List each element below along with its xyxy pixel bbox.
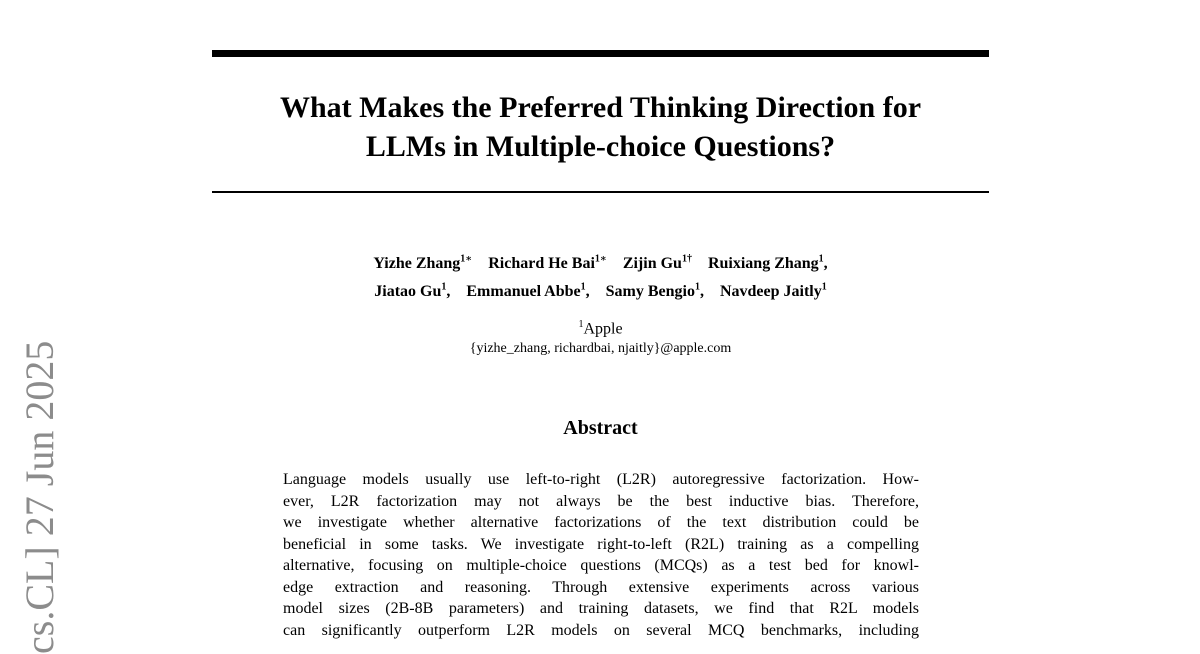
author: Zijin $Gu^{1\dagger}$ [622, 254, 692, 273]
abstract-line: edge extraction and reasoning. Through extensive experiments across various [283, 578, 919, 596]
author-line-2 [212, 275, 989, 302]
abstract-line: we investigate whether alternative factorizations of the text distribution could be [283, 514, 919, 531]
author: Richard He Bai$^{1∗}$ [488, 254, 607, 273]
title-line-1: What Makes the Preferred Thinking Direction for [279, 91, 922, 124]
arxiv-identifier-stamp: cs.CL] 27 Jun 2025 [17, 340, 62, 654]
abstract-line: ever, L2R factorization may not always be the best inductive bias. Therefore, [283, 492, 919, 510]
author: Yizhe Zhang$^{1∗}$ [373, 254, 473, 273]
affiliation: $^1$Apple [578, 319, 623, 338]
abstract-body [283, 469, 919, 641]
paper-title [212, 88, 989, 166]
top-rule [212, 50, 989, 57]
author: Navdeep Jaitly$^1$ [719, 281, 827, 300]
author-line-1 [212, 248, 989, 275]
abstract-heading: Abstract [563, 417, 638, 439]
abstract-line: alternative, focusing on multiple-choice questions (MCQs) as a test bed for knowl- [283, 557, 919, 574]
author: Ruixiang Zhang$^1$, [707, 254, 828, 273]
author-list [212, 248, 989, 303]
abstract-line: beneficial in some tasks. We investigate right-to-left (R2L) training as a compelling [283, 535, 919, 553]
title-rule [212, 191, 989, 193]
author: Samy Bengio$^1$, [605, 281, 704, 300]
author-emails: {yizhe_zhang, richardbai, njaitly}@apple.com [469, 341, 732, 356]
title-line-2: LLMs in Multiple-choice Questions? [365, 130, 836, 163]
abstract-line: Language models usually use left-to-right (L2R) autoregressive factorization. How- [283, 471, 919, 488]
abstract-line: can significantly outperform L2R models on several MCQ benchmarks, including [283, 621, 919, 639]
author: Jiatao Gu$^1$, [374, 281, 451, 300]
author: Emmanuel Abbe$^1$, [466, 281, 590, 300]
abstract-line: model sizes (2B-8B parameters) and training datasets, we find that R2L models [283, 600, 919, 617]
